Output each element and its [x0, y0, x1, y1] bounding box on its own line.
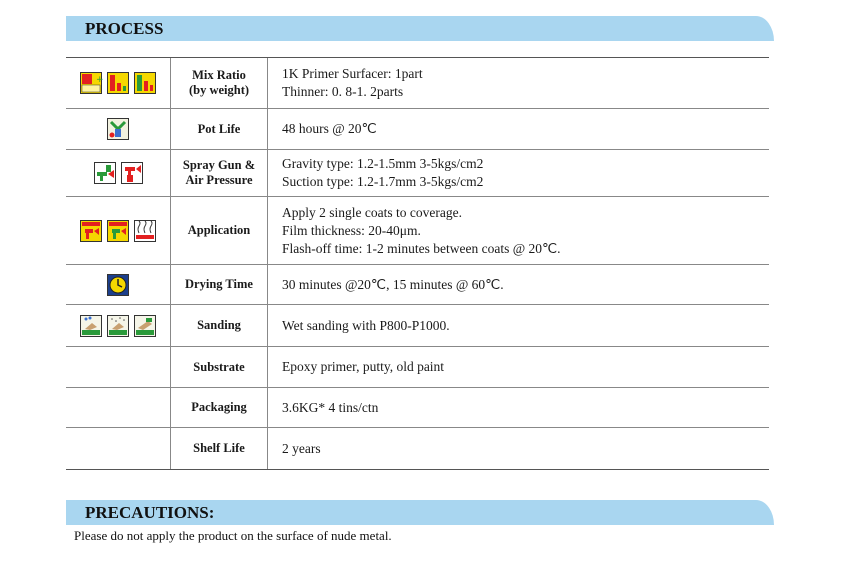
- table-row-application: [66, 197, 769, 265]
- value-line: Flash-off time: 1-2 minutes between coats @ 20℃.: [282, 240, 561, 256]
- row-value: [268, 428, 769, 469]
- mix-ratio-icon: [80, 72, 102, 94]
- value-line: 1K Primer Surfacer: 1part: [282, 66, 423, 81]
- table-row-pot-life: [66, 109, 769, 150]
- value-line: 3.6KG* 4 tins/ctn: [282, 399, 379, 415]
- value-line: Wet sanding with P800-P1000.: [282, 317, 450, 333]
- label-line: Mix Ratio: [192, 68, 246, 82]
- value-line: Suction type: 1.2-1.7mm 3-5kgs/cm2: [282, 174, 484, 189]
- spray-coat-icon: [80, 220, 102, 242]
- label-line: Drying Time: [185, 277, 253, 291]
- table-row-shelf-life: [66, 428, 769, 469]
- value-line: 2 years: [282, 440, 321, 456]
- row-value: [268, 347, 769, 387]
- icon-cell: [66, 388, 171, 427]
- mix-ratio-bars-icon: [107, 72, 129, 94]
- row-value: [268, 150, 769, 196]
- clock-icon: [107, 274, 129, 296]
- process-title: PROCESS: [85, 19, 164, 38]
- process-table: [66, 57, 769, 470]
- table-row-drying-time: [66, 265, 769, 305]
- icon-cell: [66, 347, 171, 387]
- table-row-packaging: [66, 388, 769, 428]
- precaution-note: Please do not apply the product on the surface of nude metal.: [74, 528, 392, 543]
- row-label: [171, 109, 268, 149]
- suction-gun-icon: [121, 162, 143, 184]
- label-line: Pot Life: [197, 121, 241, 136]
- dry-sanding-icon: [107, 315, 129, 337]
- process-section-banner: [66, 16, 774, 41]
- row-label: [171, 197, 268, 264]
- value-line: Epoxy primer, putty, old paint: [282, 359, 445, 374]
- row-value: [268, 265, 769, 304]
- value-line: 48 hours @ 20℃: [282, 121, 377, 136]
- row-label: [171, 388, 268, 427]
- label-line: Substrate: [193, 359, 245, 374]
- label-line: Packaging: [191, 400, 247, 414]
- svg-text:+: +: [96, 75, 104, 85]
- value-line: Thinner: 0. 8-1. 2parts: [282, 84, 404, 99]
- row-value: [268, 197, 769, 264]
- flash-off-icon: [134, 220, 156, 242]
- label-line: Sanding: [197, 318, 241, 332]
- value-line: 30 minutes @20℃, 15 minutes @ 60℃.: [282, 276, 504, 292]
- icon-cell: [66, 197, 171, 264]
- wet-sanding-icon: [80, 315, 102, 337]
- mix-ratio-bars-icon: [134, 72, 156, 94]
- icon-cell: [66, 150, 171, 196]
- icon-cell: [66, 305, 171, 346]
- row-label: [171, 305, 268, 346]
- icon-cell: [66, 58, 171, 108]
- row-value: [268, 109, 769, 149]
- value-line: Gravity type: 1.2-1.5mm 3-5kgs/cm2: [282, 156, 484, 171]
- icon-cell: [66, 109, 171, 149]
- spray-coat-icon: [107, 220, 129, 242]
- pot-life-icon: [107, 118, 129, 140]
- row-value: [268, 58, 769, 108]
- label-line: Spray Gun &: [182, 158, 256, 172]
- label-line: Shelf Life: [193, 441, 245, 455]
- row-label: [171, 58, 268, 108]
- label-line: Air Pressure: [185, 173, 253, 187]
- value-line: Apply 2 single coats to coverage.: [282, 204, 462, 220]
- table-row-substrate: [66, 347, 769, 388]
- icon-cell: [66, 265, 171, 304]
- row-value: [268, 388, 769, 427]
- row-label: [171, 150, 268, 196]
- precautions-title: PRECAUTIONS:: [85, 503, 215, 522]
- value-line: Film thickness: 20-40μm.: [282, 222, 421, 238]
- hand-sanding-icon: [134, 315, 156, 337]
- table-row-mix-ratio: [66, 58, 769, 109]
- table-row-spray-gun: [66, 150, 769, 197]
- precautions-section-banner: [66, 500, 774, 525]
- icon-cell: [66, 428, 171, 469]
- table-row-sanding: [66, 305, 769, 347]
- gravity-gun-icon: [94, 162, 116, 184]
- label-line: (by weight): [188, 83, 250, 97]
- row-value: [268, 305, 769, 346]
- label-line: Application: [187, 223, 251, 237]
- row-label: [171, 347, 268, 387]
- row-label: [171, 428, 268, 469]
- row-label: [171, 265, 268, 304]
